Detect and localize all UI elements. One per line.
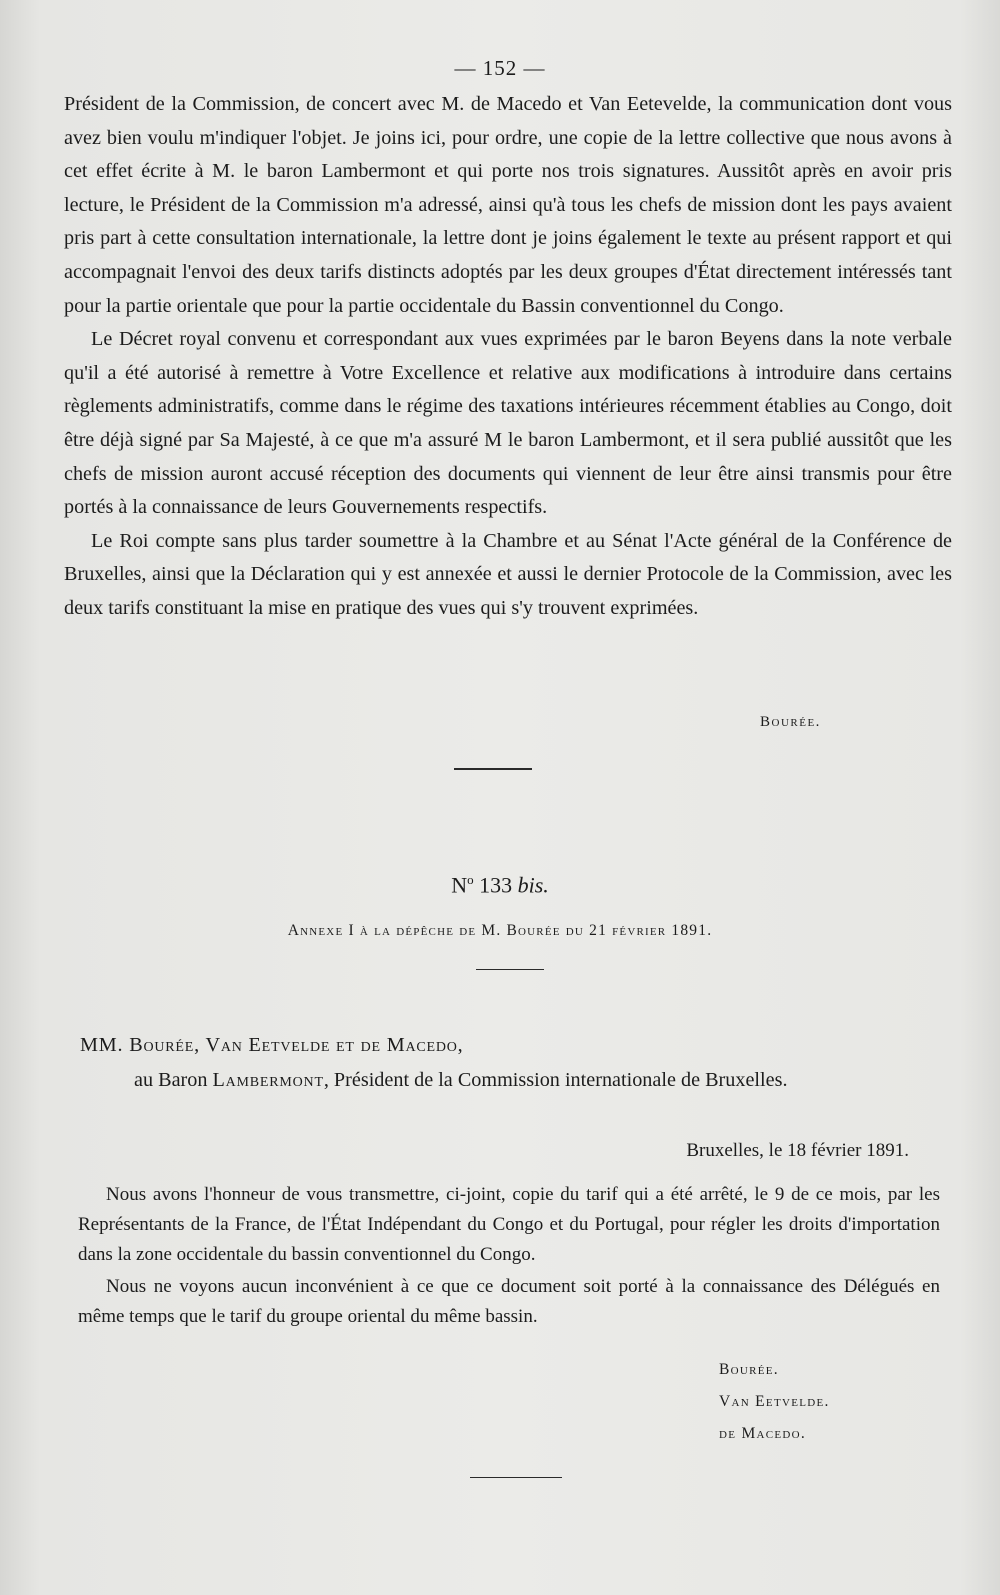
report-text [64, 88, 952, 626]
recipient-name: Lambermont [212, 1069, 324, 1091]
report-paragraph: Le Décret royal convenu et correspondant aux vues exprimées par le baron Beyens dans la note verbale qu'il a été autorisé à remettre à Votre Excellence et relative aux modifications à introduire dans certains règlements administratifs, comme dans le régime des taxations intérieures récemment établies au Congo, doit être déjà signé par Sa Majesté, à ce que m'a assuré M le baron Lambermont, et il sera publié aussitôt que les chefs de mission auront accusé réception des documents qui viennent de leur être ainsi transmis pour être portés à la connaissance de leurs Gouvernements respectifs. [64, 328, 952, 519]
signatory: Bourée. [719, 1361, 779, 1378]
report-paragraph: Président de la Commission, de concert avec M. de Macedo et Van Eetevelde, la communication dont vous avez bien voulu m'indiquer l'objet. Je joins ici, pour ordre, une copie de la lettre collective que nous avons à cet effet écrite à M. le baron Lambermont et qui porte nos trois signatures. Aussitôt après en avoir pris lecture, le Président de la Commission m'a adressé, ainsi qu'à tous les chefs de mission dont les pays avaient pris part à cette consultation internationale, la lettre dont je joins également le texte au présent rapport et qui accompagnait l'envoi des deux tarifs distincts adoptés par les deux groupes d'État directement intéressés tant pour la partie orientale que pour la partie occidentale du Bassin conventionnel du Congo. [64, 93, 952, 317]
document-number-suffix: bis. [517, 872, 549, 898]
recipient-prefix: au Baron [134, 1069, 208, 1091]
document-number-sup: o [467, 872, 474, 887]
letter-signatories [719, 1354, 830, 1450]
letter-paragraph: Nous ne voyons aucun inconvénient à ce que ce document soit porté à la connaissance des Délégués en même temps que le tarif du groupe oriental du même bassin. [78, 1276, 940, 1327]
document-number-value: 133 [479, 872, 513, 898]
page-number: — 152 — [454, 56, 546, 80]
annex-heading: Annexe I à la dépêche de M. Bourée du 21 février 1891. [287, 922, 713, 939]
document-number [0, 872, 1000, 898]
report-paragraph: Le Roi compte sans plus tarder soumettre à la Chambre et au Sénat l'Acte général de la Conférence de Bruxelles, ainsi que la Déclaration qui y est annexée et aussi le dernier Protocole de la Commission, avec les deux tarifs constituant la mise en pratique des vues qui s'y trouvent exprimées. [64, 529, 952, 619]
letter-paragraph: Nous avons l'honneur de vous transmettre, ci-joint, copie du tarif qui a été arrêté, le 9 de ce mois, par les Représentants de la France, de l'État Indépendant du Congo et du Portugal, pour régler les droits d'importation dans la zone occidentale du bassin conventionnel du Congo. [78, 1184, 940, 1265]
closing-divider [470, 1477, 562, 1478]
letter-senders [80, 1034, 464, 1057]
signatory: Van Eetvelde. [719, 1393, 830, 1410]
document-number-prefix: N [451, 872, 468, 898]
letter-dateline: Bruxelles, le 18 février 1891. [686, 1140, 909, 1161]
section-divider [454, 768, 532, 770]
signatory: de Macedo. [719, 1425, 807, 1442]
letter-text [78, 1180, 940, 1332]
senders-names: MM. Bourée, Van Eetvelde et de Macedo, [80, 1034, 464, 1056]
report-signature: Bourée. [760, 714, 821, 730]
recipient-title: , Président de la Commission internationale de Bruxelles. [323, 1069, 788, 1091]
letter-recipient [134, 1069, 788, 1092]
show-through-texture [880, 760, 885, 782]
heading-divider [476, 969, 544, 970]
